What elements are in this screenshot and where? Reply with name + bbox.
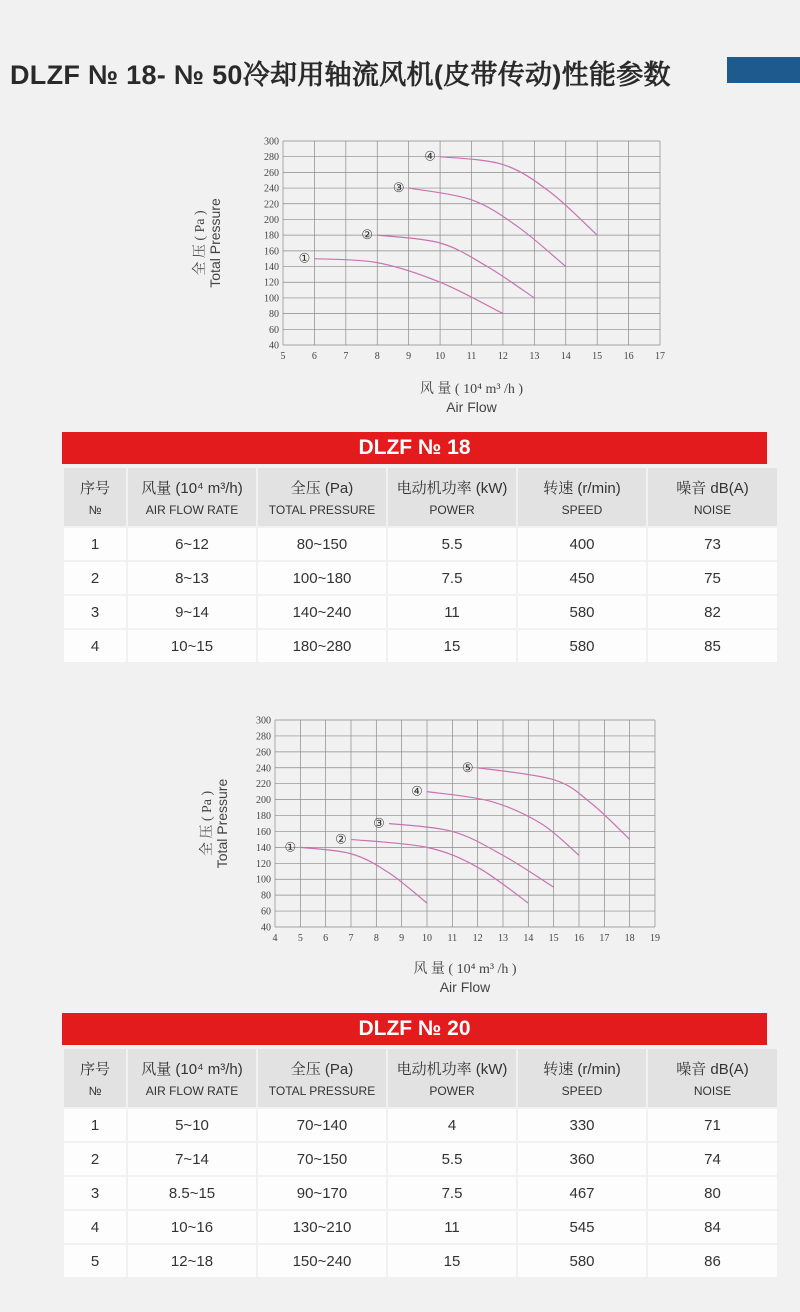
grid [283, 141, 660, 345]
table-cell: 130~210 [258, 1211, 386, 1243]
table-cell: 467 [518, 1177, 646, 1209]
x-tick-label: 18 [624, 933, 635, 944]
y-axis-label-en: Total Pressure [214, 778, 230, 869]
table-row [64, 1109, 777, 1141]
column-header [128, 1049, 256, 1107]
y-tick-label: 280 [256, 731, 271, 743]
column-header-en: TOTAL PRESSURE [268, 1084, 376, 1098]
series-label: ① [298, 250, 311, 266]
series-line [389, 824, 554, 888]
y-tick-label: 260 [264, 167, 279, 179]
y-tick-label: 240 [264, 183, 279, 195]
column-header [258, 1049, 386, 1107]
column-header-en: SPEED [561, 1084, 603, 1098]
y-tick-label: 80 [261, 890, 271, 902]
y-axis-label-group [199, 779, 230, 869]
y-tick-label: 80 [269, 309, 279, 321]
series-line [351, 839, 528, 903]
column-header-zh: 全压 (Pa) [290, 1061, 354, 1078]
x-tick-label: 11 [447, 933, 458, 944]
model-band-20: DLZF № 20 [62, 1013, 767, 1045]
x-tick-label: 6 [323, 933, 329, 944]
series-line [440, 157, 597, 235]
column-header-zh: 风量 (10⁴ m³/h) [141, 1061, 243, 1078]
model-band-18: DLZF № 18 [62, 432, 767, 464]
column-header [388, 468, 516, 526]
column-header [64, 468, 126, 526]
x-tick-label: 11 [466, 351, 477, 362]
table-cell: 73 [648, 528, 777, 560]
x-tick-label: 14 [523, 933, 534, 944]
table-cell: 10~16 [128, 1211, 256, 1243]
table-cell: 86 [648, 1245, 777, 1277]
table-row [64, 562, 777, 594]
column-header [388, 1049, 516, 1107]
table-cell: 4 [64, 630, 126, 662]
column-header [518, 1049, 646, 1107]
table-cell: 180~280 [258, 630, 386, 662]
column-header-en: AIR FLOW RATE [145, 1084, 239, 1098]
y-tick-label: 60 [261, 906, 271, 918]
series-label: ③ [392, 180, 405, 196]
x-axis-label-en: Air Flow [439, 979, 491, 995]
table-cell: 2 [64, 562, 126, 594]
y-tick-label: 260 [256, 747, 271, 759]
y-tick-label: 300 [264, 136, 279, 148]
table-header-row [64, 1049, 777, 1107]
y-tick-label: 160 [256, 826, 271, 838]
x-tick-label: 14 [560, 351, 571, 362]
x-tick-label: 7 [343, 351, 349, 362]
table-cell: 5.5 [388, 528, 516, 560]
table-cell: 3 [64, 1177, 126, 1209]
column-header-en: TOTAL PRESSURE [268, 503, 376, 517]
y-tick-label: 220 [264, 199, 279, 211]
table-cell: 3 [64, 596, 126, 628]
table-cell: 1 [64, 528, 126, 560]
column-header-en: NOISE [693, 1084, 732, 1098]
table-cell: 330 [518, 1109, 646, 1141]
series-label: ① [284, 839, 297, 855]
x-axis-label: 风 量 ( 10⁴ m³ /h ) [413, 962, 517, 977]
y-tick-label: 220 [256, 779, 271, 791]
table-cell: 8~13 [128, 562, 256, 594]
x-axis-label-en: Air Flow [446, 399, 497, 415]
x-tick-label: 19 [650, 933, 660, 944]
table-cell: 7.5 [388, 1177, 516, 1209]
table-row [64, 596, 777, 628]
table-cell: 9~14 [128, 596, 256, 628]
x-tick-label: 9 [406, 351, 412, 362]
table-cell: 10~15 [128, 630, 256, 662]
column-header-zh: 噪音 dB(A) [676, 1061, 749, 1078]
table-cell: 4 [64, 1211, 126, 1243]
series-label: ⑤ [461, 759, 474, 775]
table-cell: 15 [388, 1245, 516, 1277]
column-header [648, 468, 777, 526]
table-cell: 15 [388, 630, 516, 662]
column-header-en: SPEED [561, 503, 603, 517]
x-tick-label: 10 [422, 933, 432, 944]
y-tick-label: 160 [264, 246, 279, 258]
table-row [64, 1245, 777, 1277]
x-tick-label: 4 [272, 933, 278, 944]
x-tick-label: 10 [435, 351, 446, 362]
x-tick-label: 13 [529, 351, 540, 362]
x-tick-label: 6 [311, 351, 317, 362]
table-cell: 75 [648, 562, 777, 594]
column-header [518, 468, 646, 526]
column-header [648, 1049, 777, 1107]
x-tick-label: 16 [574, 933, 584, 944]
x-tick-label: 15 [592, 351, 603, 362]
y-axis-label-en: Total Pressure [207, 198, 223, 288]
table-cell: 5~10 [128, 1109, 256, 1141]
y-tick-label: 140 [256, 842, 271, 854]
table-row [64, 1211, 777, 1243]
table-cell: 71 [648, 1109, 777, 1141]
y-axis-label: 全 压 ( Pa ) [200, 790, 215, 857]
x-tick-label: 9 [399, 933, 405, 944]
table-cell: 82 [648, 596, 777, 628]
table-cell: 11 [388, 596, 516, 628]
table-cell: 7.5 [388, 562, 516, 594]
table-cell: 80 [648, 1177, 777, 1209]
column-header-en: № [88, 1084, 102, 1098]
spec-table-20 [62, 1047, 779, 1279]
table-cell: 2 [64, 1143, 126, 1175]
table-cell: 580 [518, 1245, 646, 1277]
page-title: DLZF № 18- № 50冷却用轴流风机(皮带传动)性能参数 [10, 60, 671, 90]
chart-dlzf-20-wrap [185, 710, 705, 1015]
column-header-zh: 噪音 dB(A) [676, 480, 749, 497]
table-cell: 6~12 [128, 528, 256, 560]
y-tick-label: 40 [269, 340, 279, 352]
y-tick-label: 60 [269, 324, 279, 336]
column-header-en: POWER [429, 1084, 475, 1098]
table-cell: 580 [518, 630, 646, 662]
table-cell: 5.5 [388, 1143, 516, 1175]
table-cell: 450 [518, 562, 646, 594]
y-tick-label: 200 [256, 795, 271, 807]
x-tick-label: 12 [472, 933, 483, 944]
y-tick-label: 180 [256, 811, 271, 823]
table-cell: 150~240 [258, 1245, 386, 1277]
column-header-zh: 转速 (r/min) [543, 1061, 621, 1078]
column-header [128, 468, 256, 526]
table-cell: 360 [518, 1143, 646, 1175]
y-tick-label: 280 [264, 152, 279, 164]
table-cell: 100~180 [258, 562, 386, 594]
series-line [300, 847, 427, 903]
table-cell: 12~18 [128, 1245, 256, 1277]
table-row [64, 630, 777, 662]
x-tick-label: 8 [373, 933, 379, 944]
y-tick-label: 300 [256, 715, 271, 727]
column-header-zh: 转速 (r/min) [543, 480, 621, 497]
column-header-zh: 电动机功率 (kW) [396, 1061, 508, 1078]
table-row [64, 528, 777, 560]
x-tick-label: 16 [623, 351, 634, 362]
table-cell: 1 [64, 1109, 126, 1141]
table-cell: 140~240 [258, 596, 386, 628]
series-label: ② [335, 831, 347, 847]
y-tick-label: 180 [264, 230, 279, 242]
series-label: ② [361, 227, 374, 243]
y-tick-label: 40 [261, 922, 271, 934]
table-cell: 545 [518, 1211, 646, 1243]
y-tick-label: 240 [256, 763, 271, 775]
chart-dlzf-18-wrap [170, 128, 700, 433]
x-tick-label: 8 [374, 351, 380, 362]
x-tick-label: 12 [497, 351, 508, 362]
table-cell: 70~150 [258, 1143, 386, 1175]
table-row [64, 1177, 777, 1209]
table-cell: 84 [648, 1211, 777, 1243]
table-cell: 70~140 [258, 1109, 386, 1141]
y-tick-label: 100 [256, 874, 271, 886]
column-header-en: NOISE [693, 503, 732, 517]
x-tick-label: 17 [599, 933, 610, 944]
series-line [409, 188, 566, 266]
table-cell: 7~14 [128, 1143, 256, 1175]
column-header [258, 468, 386, 526]
series-label: ④ [424, 148, 436, 164]
y-tick-label: 120 [256, 858, 271, 870]
column-header-en: POWER [429, 503, 475, 517]
series-label: ④ [411, 783, 423, 799]
table-cell: 4 [388, 1109, 516, 1141]
column-header-zh: 风量 (10⁴ m³/h) [141, 480, 243, 497]
y-axis-label: 全 压 ( Pa ) [193, 210, 208, 276]
column-header-zh: 电动机功率 (kW) [396, 480, 508, 497]
table-cell: 8.5~15 [128, 1177, 256, 1209]
column-header-zh: 全压 (Pa) [290, 480, 354, 497]
series-label: ③ [373, 815, 385, 831]
x-tick-label: 13 [498, 933, 508, 944]
table-cell: 80~150 [258, 528, 386, 560]
column-header-zh: 序号 [79, 480, 110, 497]
y-tick-label: 100 [264, 293, 279, 305]
table-cell: 400 [518, 528, 646, 560]
performance-chart-18 [170, 128, 700, 428]
title-accent-bar [727, 57, 800, 83]
grid [275, 720, 655, 927]
x-tick-label: 15 [548, 933, 559, 944]
table-row [64, 1143, 777, 1175]
y-tick-label: 140 [264, 262, 279, 274]
table-cell: 5 [64, 1245, 126, 1277]
table-header-row [64, 468, 777, 526]
x-tick-label: 5 [280, 351, 286, 362]
x-tick-label: 5 [297, 933, 303, 944]
x-axis-label: 风 量 ( 10⁴ m³ /h ) [419, 382, 524, 397]
performance-chart-20 [185, 710, 705, 1010]
y-axis-label-group [192, 198, 223, 288]
spec-table-18 [62, 466, 779, 664]
table-cell: 11 [388, 1211, 516, 1243]
table-cell: 580 [518, 596, 646, 628]
column-header-zh: 序号 [79, 1061, 110, 1078]
column-header-en: AIR FLOW RATE [145, 503, 239, 517]
y-tick-label: 200 [264, 214, 279, 226]
x-tick-label: 17 [655, 351, 665, 362]
column-header [64, 1049, 126, 1107]
table-cell: 74 [648, 1143, 777, 1175]
table-cell: 85 [648, 630, 777, 662]
column-header-en: № [88, 503, 102, 517]
x-tick-label: 7 [348, 933, 354, 944]
y-tick-label: 120 [264, 277, 279, 289]
table-cell: 90~170 [258, 1177, 386, 1209]
